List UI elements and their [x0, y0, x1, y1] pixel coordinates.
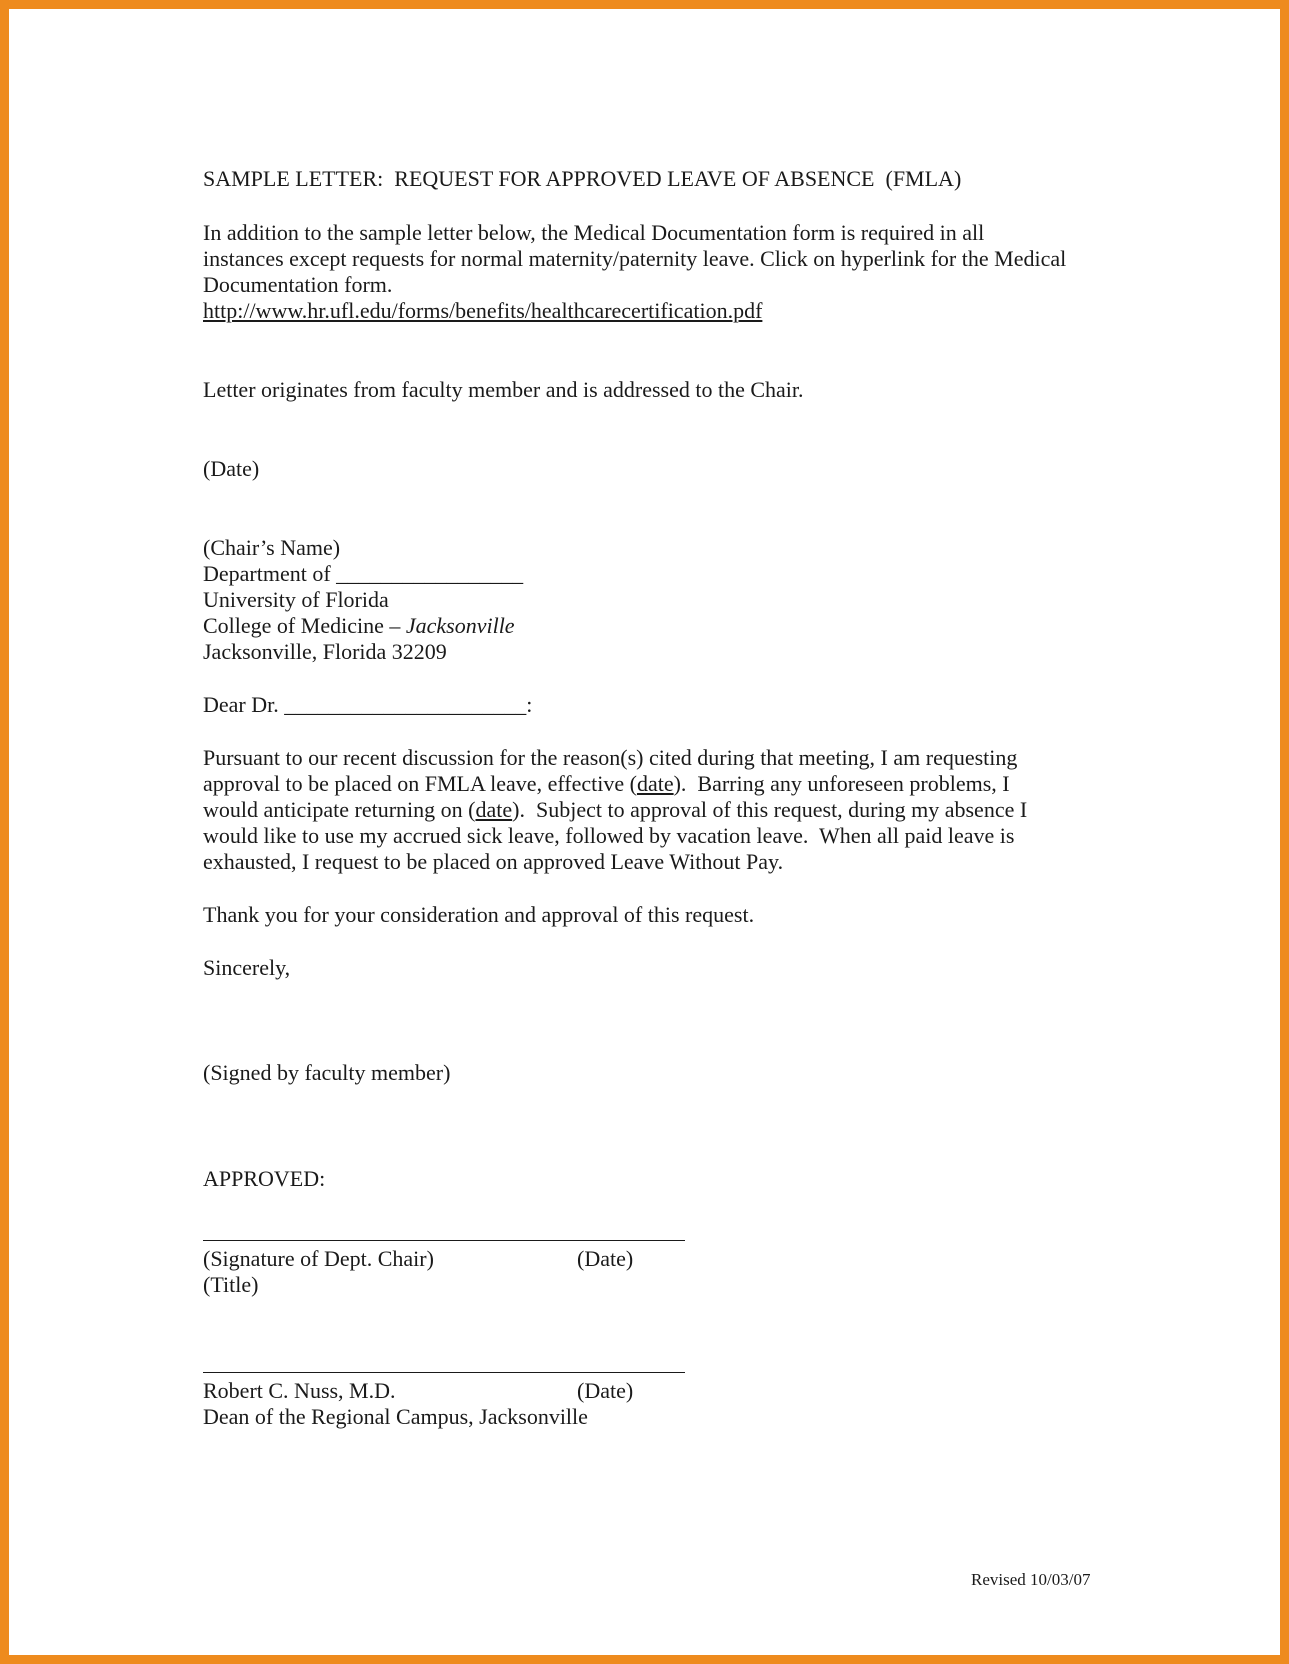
body-line-1: Pursuant to our recent discussion for the reason(s) cited during that meeting, I am requesting	[203, 745, 1018, 770]
chair-signature-row	[203, 1246, 634, 1272]
intro-line-2: instances except requests for normal maternity/paternity leave. Click on hyperlink for the Medical	[203, 246, 1067, 271]
closing: Sincerely,	[203, 955, 291, 980]
body-line-3-end: ). Subject to approval of this request, during my absence I	[512, 797, 1028, 822]
salutation: Dear Dr. ______________________:	[203, 692, 533, 717]
chair-signature-label: (Signature of Dept. Chair)	[203, 1246, 434, 1271]
chair-signature-date: (Date)	[577, 1246, 634, 1271]
intro-line-3: Documentation form.	[203, 272, 393, 297]
college-campus: Jacksonville	[405, 613, 515, 638]
dean-signature-date: (Date)	[577, 1378, 634, 1403]
university-line: University of Florida	[203, 587, 389, 612]
dean-signature-row	[203, 1378, 634, 1404]
dean-signature-line	[203, 1372, 685, 1373]
body-line-5: exhausted, I request to be placed on approved Leave Without Pay.	[203, 849, 784, 874]
dean-title: Dean of the Regional Campus, Jacksonville	[203, 1404, 588, 1429]
college-line	[203, 613, 515, 639]
approved-label: APPROVED:	[203, 1166, 326, 1191]
chair-title: (Title)	[203, 1272, 259, 1297]
hyperlink-row	[203, 298, 762, 324]
letter-title: SAMPLE LETTER: REQUEST FOR APPROVED LEAVE OF ABSENCE (FMLA)	[203, 166, 962, 191]
chair-name: (Chair’s Name)	[203, 535, 341, 560]
body-line-3-start: would anticipate returning on (	[203, 797, 476, 822]
body-line-4: would like to use my accrued sick leave, followed by vacation leave. When all paid leave is	[203, 823, 1015, 848]
thanks-line: Thank you for your consideration and approval of this request.	[203, 902, 755, 927]
body-line-2-end: ). Barring any unforeseen problems, I	[673, 771, 1010, 796]
city-line: Jacksonville, Florida 32209	[203, 639, 447, 664]
department-line: Department of _________________	[203, 561, 524, 586]
letter-date: (Date)	[203, 456, 260, 481]
body-line-3	[203, 797, 1027, 823]
body-line-2	[203, 771, 1010, 797]
body-line-2-start: approval to be placed on FMLA leave, effective (	[203, 771, 637, 796]
dean-name: Robert C. Nuss, M.D.	[203, 1378, 396, 1403]
college-prefix: College of Medicine –	[203, 613, 406, 638]
chair-signature-line	[203, 1240, 685, 1241]
medical-documentation-link[interactable]: http://www.hr.ufl.edu/forms/benefits/healthcarecertification.pdf	[203, 298, 763, 323]
return-date-placeholder: date	[475, 797, 513, 822]
revised-date: Revised 10/03/07	[971, 1570, 1091, 1589]
intro-line-1: In addition to the sample letter below, the Medical Documentation form is required in all	[203, 220, 985, 245]
effective-date-placeholder: date	[636, 771, 674, 796]
signed-by: (Signed by faculty member)	[203, 1060, 451, 1085]
originates-note: Letter originates from faculty member and is addressed to the Chair.	[203, 377, 804, 402]
